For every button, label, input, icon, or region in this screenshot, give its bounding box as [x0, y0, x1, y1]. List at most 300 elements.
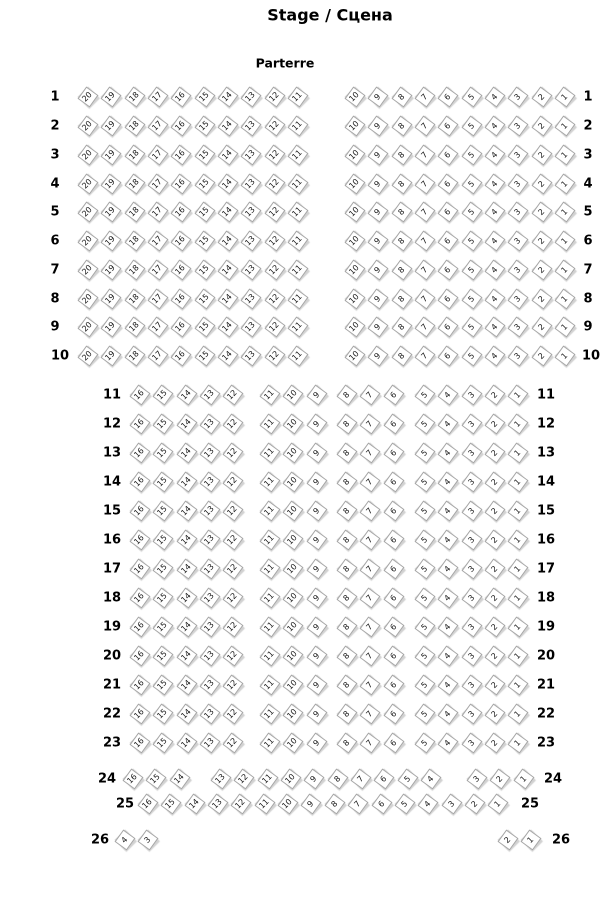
seat-row-25-place-4[interactable] — [418, 793, 439, 814]
seat-row-15-place-15[interactable] — [153, 500, 174, 521]
seat-row-22-place-4[interactable] — [438, 703, 459, 724]
seat-row-3-place-10[interactable] — [344, 144, 365, 165]
seat-row-3-place-2[interactable] — [531, 144, 552, 165]
seat-row-10-place-20[interactable] — [77, 345, 98, 366]
seat-row-18-place-5[interactable] — [414, 587, 435, 608]
seat-row-14-place-9[interactable] — [306, 471, 327, 492]
seat-row-8-place-4[interactable] — [484, 288, 505, 309]
seat-row-18-place-10[interactable] — [283, 587, 304, 608]
seat-row-9-place-17[interactable] — [147, 316, 168, 337]
seat-row-8-place-1[interactable] — [555, 288, 576, 309]
seat-row-10-place-3[interactable] — [508, 345, 529, 366]
seat-row-11-place-1[interactable] — [508, 384, 529, 405]
seat-row-24-place-6[interactable] — [374, 768, 395, 789]
seat-row-12-place-1[interactable] — [508, 413, 529, 434]
seat-row-15-place-13[interactable] — [199, 500, 220, 521]
seat-row-19-place-1[interactable] — [508, 616, 529, 637]
seat-row-8-place-12[interactable] — [264, 288, 285, 309]
seat-row-14-place-4[interactable] — [438, 471, 459, 492]
seat-row-21-place-9[interactable] — [306, 674, 327, 695]
seat-row-7-place-18[interactable] — [124, 259, 145, 280]
seat-row-6-place-8[interactable] — [391, 230, 412, 251]
seat-row-8-place-11[interactable] — [288, 288, 309, 309]
seat-row-9-place-7[interactable] — [414, 316, 435, 337]
seat-row-13-place-7[interactable] — [360, 442, 381, 463]
seat-row-21-place-8[interactable] — [336, 674, 357, 695]
seat-row-1-place-13[interactable] — [241, 86, 262, 107]
seat-row-22-place-1[interactable] — [508, 703, 529, 724]
seat-row-8-place-3[interactable] — [508, 288, 529, 309]
seat-row-23-place-13[interactable] — [199, 732, 220, 753]
seat-row-12-place-12[interactable] — [223, 413, 244, 434]
seat-row-16-place-7[interactable] — [360, 529, 381, 550]
seat-row-20-place-14[interactable] — [176, 645, 197, 666]
seat-row-5-place-13[interactable] — [241, 201, 262, 222]
seat-row-2-place-16[interactable] — [171, 115, 192, 136]
seat-row-10-place-1[interactable] — [555, 345, 576, 366]
seat-row-16-place-5[interactable] — [414, 529, 435, 550]
seat-row-7-place-13[interactable] — [241, 259, 262, 280]
seat-row-15-place-1[interactable] — [508, 500, 529, 521]
seat-row-7-place-4[interactable] — [484, 259, 505, 280]
seat-row-3-place-15[interactable] — [194, 144, 215, 165]
seat-row-10-place-7[interactable] — [414, 345, 435, 366]
seat-row-23-place-7[interactable] — [360, 732, 381, 753]
seat-row-24-place-10[interactable] — [280, 768, 301, 789]
seat-row-18-place-7[interactable] — [360, 587, 381, 608]
seat-row-5-place-6[interactable] — [438, 201, 459, 222]
seat-row-23-place-11[interactable] — [259, 732, 280, 753]
seat-row-14-place-14[interactable] — [176, 471, 197, 492]
seat-row-26-place-2[interactable] — [497, 829, 518, 850]
seat-row-24-place-12[interactable] — [234, 768, 255, 789]
seat-row-1-place-5[interactable] — [461, 86, 482, 107]
seat-row-15-place-5[interactable] — [414, 500, 435, 521]
seat-row-9-place-6[interactable] — [438, 316, 459, 337]
seat-row-13-place-6[interactable] — [383, 442, 404, 463]
seat-row-19-place-11[interactable] — [259, 616, 280, 637]
seat-row-20-place-4[interactable] — [438, 645, 459, 666]
seat-row-9-place-14[interactable] — [217, 316, 238, 337]
seat-row-10-place-8[interactable] — [391, 345, 412, 366]
seat-row-21-place-10[interactable] — [283, 674, 304, 695]
seat-row-23-place-2[interactable] — [484, 732, 505, 753]
seat-row-17-place-12[interactable] — [223, 558, 244, 579]
seat-row-14-place-12[interactable] — [223, 471, 244, 492]
seat-row-23-place-6[interactable] — [383, 732, 404, 753]
seat-row-13-place-3[interactable] — [461, 442, 482, 463]
seat-row-16-place-1[interactable] — [508, 529, 529, 550]
seat-row-15-place-16[interactable] — [129, 500, 150, 521]
seat-row-25-place-6[interactable] — [371, 793, 392, 814]
seat-row-25-place-1[interactable] — [488, 793, 509, 814]
seat-row-12-place-13[interactable] — [199, 413, 220, 434]
seat-row-10-place-4[interactable] — [484, 345, 505, 366]
seat-row-5-place-1[interactable] — [555, 201, 576, 222]
seat-row-4-place-4[interactable] — [484, 173, 505, 194]
seat-row-21-place-14[interactable] — [176, 674, 197, 695]
seat-row-11-place-16[interactable] — [129, 384, 150, 405]
seat-row-20-place-3[interactable] — [461, 645, 482, 666]
seat-row-23-place-4[interactable] — [438, 732, 459, 753]
seat-row-18-place-8[interactable] — [336, 587, 357, 608]
seat-row-9-place-1[interactable] — [555, 316, 576, 337]
seat-row-7-place-2[interactable] — [531, 259, 552, 280]
seat-row-8-place-5[interactable] — [461, 288, 482, 309]
seat-row-8-place-16[interactable] — [171, 288, 192, 309]
seat-row-4-place-14[interactable] — [217, 173, 238, 194]
seat-row-7-place-7[interactable] — [414, 259, 435, 280]
seat-row-19-place-4[interactable] — [438, 616, 459, 637]
seat-row-15-place-10[interactable] — [283, 500, 304, 521]
seat-row-13-place-5[interactable] — [414, 442, 435, 463]
seat-row-9-place-16[interactable] — [171, 316, 192, 337]
seat-row-5-place-12[interactable] — [264, 201, 285, 222]
seat-row-12-place-5[interactable] — [414, 413, 435, 434]
seat-row-9-place-2[interactable] — [531, 316, 552, 337]
seat-row-7-place-11[interactable] — [288, 259, 309, 280]
seat-row-15-place-4[interactable] — [438, 500, 459, 521]
seat-row-9-place-19[interactable] — [101, 316, 122, 337]
seat-row-12-place-9[interactable] — [306, 413, 327, 434]
seat-row-12-place-6[interactable] — [383, 413, 404, 434]
seat-row-10-place-15[interactable] — [194, 345, 215, 366]
seat-row-18-place-6[interactable] — [383, 587, 404, 608]
seat-row-2-place-3[interactable] — [508, 115, 529, 136]
seat-row-1-place-14[interactable] — [217, 86, 238, 107]
seat-row-17-place-5[interactable] — [414, 558, 435, 579]
seat-row-6-place-2[interactable] — [531, 230, 552, 251]
seat-row-3-place-18[interactable] — [124, 144, 145, 165]
seat-row-22-place-3[interactable] — [461, 703, 482, 724]
seat-row-5-place-8[interactable] — [391, 201, 412, 222]
seat-row-25-place-2[interactable] — [464, 793, 485, 814]
seat-row-10-place-19[interactable] — [101, 345, 122, 366]
seat-row-17-place-2[interactable] — [484, 558, 505, 579]
seat-row-25-place-15[interactable] — [161, 793, 182, 814]
seat-row-21-place-4[interactable] — [438, 674, 459, 695]
seat-row-3-place-8[interactable] — [391, 144, 412, 165]
seat-row-18-place-14[interactable] — [176, 587, 197, 608]
seat-row-8-place-7[interactable] — [414, 288, 435, 309]
seat-row-20-place-16[interactable] — [129, 645, 150, 666]
seat-row-13-place-8[interactable] — [336, 442, 357, 463]
seat-row-11-place-2[interactable] — [484, 384, 505, 405]
seat-row-6-place-1[interactable] — [555, 230, 576, 251]
seat-row-1-place-1[interactable] — [555, 86, 576, 107]
seat-row-16-place-6[interactable] — [383, 529, 404, 550]
seat-row-1-place-2[interactable] — [531, 86, 552, 107]
seat-row-11-place-11[interactable] — [259, 384, 280, 405]
seat-row-14-place-7[interactable] — [360, 471, 381, 492]
seat-row-5-place-4[interactable] — [484, 201, 505, 222]
seat-row-16-place-2[interactable] — [484, 529, 505, 550]
seat-row-2-place-4[interactable] — [484, 115, 505, 136]
seat-row-6-place-14[interactable] — [217, 230, 238, 251]
seat-row-1-place-6[interactable] — [438, 86, 459, 107]
seat-row-16-place-9[interactable] — [306, 529, 327, 550]
seat-row-7-place-12[interactable] — [264, 259, 285, 280]
seat-row-4-place-18[interactable] — [124, 173, 145, 194]
seat-row-23-place-10[interactable] — [283, 732, 304, 753]
seat-row-1-place-4[interactable] — [484, 86, 505, 107]
seat-row-22-place-8[interactable] — [336, 703, 357, 724]
seat-row-6-place-6[interactable] — [438, 230, 459, 251]
seat-row-4-place-3[interactable] — [508, 173, 529, 194]
seat-row-14-place-5[interactable] — [414, 471, 435, 492]
seat-row-2-place-2[interactable] — [531, 115, 552, 136]
seat-row-17-place-13[interactable] — [199, 558, 220, 579]
seat-row-23-place-16[interactable] — [129, 732, 150, 753]
seat-row-3-place-11[interactable] — [288, 144, 309, 165]
seat-row-19-place-15[interactable] — [153, 616, 174, 637]
seat-row-15-place-11[interactable] — [259, 500, 280, 521]
seat-row-13-place-10[interactable] — [283, 442, 304, 463]
seat-row-16-place-8[interactable] — [336, 529, 357, 550]
seat-row-9-place-18[interactable] — [124, 316, 145, 337]
seat-row-20-place-10[interactable] — [283, 645, 304, 666]
seat-row-24-place-3[interactable] — [466, 768, 487, 789]
seat-row-8-place-6[interactable] — [438, 288, 459, 309]
seat-row-22-place-11[interactable] — [259, 703, 280, 724]
seat-row-24-place-14[interactable] — [169, 768, 190, 789]
seat-row-12-place-11[interactable] — [259, 413, 280, 434]
seat-row-4-place-16[interactable] — [171, 173, 192, 194]
seat-row-1-place-3[interactable] — [508, 86, 529, 107]
seat-row-23-place-1[interactable] — [508, 732, 529, 753]
seat-row-4-place-5[interactable] — [461, 173, 482, 194]
seat-row-18-place-15[interactable] — [153, 587, 174, 608]
seat-row-14-place-8[interactable] — [336, 471, 357, 492]
seat-row-20-place-8[interactable] — [336, 645, 357, 666]
seat-row-11-place-15[interactable] — [153, 384, 174, 405]
seat-row-20-place-1[interactable] — [508, 645, 529, 666]
seat-row-19-place-2[interactable] — [484, 616, 505, 637]
seat-row-18-place-3[interactable] — [461, 587, 482, 608]
seat-row-11-place-12[interactable] — [223, 384, 244, 405]
seat-row-2-place-20[interactable] — [77, 115, 98, 136]
seat-row-18-place-9[interactable] — [306, 587, 327, 608]
seat-row-9-place-20[interactable] — [77, 316, 98, 337]
seat-row-2-place-10[interactable] — [344, 115, 365, 136]
seat-row-6-place-18[interactable] — [124, 230, 145, 251]
seat-row-15-place-8[interactable] — [336, 500, 357, 521]
seat-row-24-place-11[interactable] — [257, 768, 278, 789]
seat-row-6-place-9[interactable] — [368, 230, 389, 251]
seat-row-7-place-6[interactable] — [438, 259, 459, 280]
seat-row-11-place-7[interactable] — [360, 384, 381, 405]
seat-row-8-place-9[interactable] — [368, 288, 389, 309]
seat-row-7-place-5[interactable] — [461, 259, 482, 280]
seat-row-17-place-6[interactable] — [383, 558, 404, 579]
seat-row-19-place-13[interactable] — [199, 616, 220, 637]
seat-row-1-place-16[interactable] — [171, 86, 192, 107]
seat-row-7-place-8[interactable] — [391, 259, 412, 280]
seat-row-6-place-10[interactable] — [344, 230, 365, 251]
seat-row-22-place-12[interactable] — [223, 703, 244, 724]
seat-row-11-place-14[interactable] — [176, 384, 197, 405]
seat-row-3-place-3[interactable] — [508, 144, 529, 165]
seat-row-3-place-9[interactable] — [368, 144, 389, 165]
seat-row-6-place-17[interactable] — [147, 230, 168, 251]
seat-row-16-place-15[interactable] — [153, 529, 174, 550]
seat-row-23-place-5[interactable] — [414, 732, 435, 753]
seat-row-14-place-1[interactable] — [508, 471, 529, 492]
seat-row-12-place-16[interactable] — [129, 413, 150, 434]
seat-row-24-place-15[interactable] — [146, 768, 167, 789]
seat-row-8-place-20[interactable] — [77, 288, 98, 309]
seat-row-11-place-4[interactable] — [438, 384, 459, 405]
seat-row-4-place-7[interactable] — [414, 173, 435, 194]
seat-row-25-place-5[interactable] — [394, 793, 415, 814]
seat-row-16-place-10[interactable] — [283, 529, 304, 550]
seat-row-1-place-15[interactable] — [194, 86, 215, 107]
seat-row-22-place-15[interactable] — [153, 703, 174, 724]
seat-row-6-place-12[interactable] — [264, 230, 285, 251]
seat-row-24-place-2[interactable] — [490, 768, 511, 789]
seat-row-6-place-13[interactable] — [241, 230, 262, 251]
seat-row-9-place-13[interactable] — [241, 316, 262, 337]
seat-row-4-place-6[interactable] — [438, 173, 459, 194]
seat-row-11-place-8[interactable] — [336, 384, 357, 405]
seat-row-18-place-16[interactable] — [129, 587, 150, 608]
seat-row-26-place-1[interactable] — [521, 829, 542, 850]
seat-row-11-place-5[interactable] — [414, 384, 435, 405]
seat-row-1-place-18[interactable] — [124, 86, 145, 107]
seat-row-12-place-3[interactable] — [461, 413, 482, 434]
seat-row-5-place-15[interactable] — [194, 201, 215, 222]
seat-row-2-place-9[interactable] — [368, 115, 389, 136]
seat-row-12-place-10[interactable] — [283, 413, 304, 434]
seat-row-14-place-16[interactable] — [129, 471, 150, 492]
seat-row-19-place-5[interactable] — [414, 616, 435, 637]
seat-row-2-place-19[interactable] — [101, 115, 122, 136]
seat-row-22-place-16[interactable] — [129, 703, 150, 724]
seat-row-12-place-7[interactable] — [360, 413, 381, 434]
seat-row-23-place-14[interactable] — [176, 732, 197, 753]
seat-row-5-place-19[interactable] — [101, 201, 122, 222]
seat-row-18-place-2[interactable] — [484, 587, 505, 608]
seat-row-2-place-6[interactable] — [438, 115, 459, 136]
seat-row-5-place-20[interactable] — [77, 201, 98, 222]
seat-row-4-place-15[interactable] — [194, 173, 215, 194]
seat-row-7-place-10[interactable] — [344, 259, 365, 280]
seat-row-21-place-11[interactable] — [259, 674, 280, 695]
seat-row-16-place-14[interactable] — [176, 529, 197, 550]
seat-row-2-place-11[interactable] — [288, 115, 309, 136]
seat-row-11-place-6[interactable] — [383, 384, 404, 405]
seat-row-22-place-13[interactable] — [199, 703, 220, 724]
seat-row-13-place-2[interactable] — [484, 442, 505, 463]
seat-row-22-place-7[interactable] — [360, 703, 381, 724]
seat-row-9-place-15[interactable] — [194, 316, 215, 337]
seat-row-17-place-1[interactable] — [508, 558, 529, 579]
seat-row-4-place-8[interactable] — [391, 173, 412, 194]
seat-row-22-place-2[interactable] — [484, 703, 505, 724]
seat-row-21-place-15[interactable] — [153, 674, 174, 695]
seat-row-15-place-14[interactable] — [176, 500, 197, 521]
seat-row-4-place-19[interactable] — [101, 173, 122, 194]
seat-row-7-place-19[interactable] — [101, 259, 122, 280]
seat-row-25-place-16[interactable] — [137, 793, 158, 814]
seat-row-10-place-17[interactable] — [147, 345, 168, 366]
seat-row-3-place-1[interactable] — [555, 144, 576, 165]
seat-row-16-place-16[interactable] — [129, 529, 150, 550]
seat-row-13-place-16[interactable] — [129, 442, 150, 463]
seat-row-10-place-6[interactable] — [438, 345, 459, 366]
seat-row-18-place-1[interactable] — [508, 587, 529, 608]
seat-row-23-place-8[interactable] — [336, 732, 357, 753]
seat-row-19-place-7[interactable] — [360, 616, 381, 637]
seat-row-4-place-10[interactable] — [344, 173, 365, 194]
seat-row-25-place-9[interactable] — [301, 793, 322, 814]
seat-row-6-place-19[interactable] — [101, 230, 122, 251]
seat-row-21-place-6[interactable] — [383, 674, 404, 695]
seat-row-5-place-5[interactable] — [461, 201, 482, 222]
seat-row-22-place-14[interactable] — [176, 703, 197, 724]
seat-row-11-place-9[interactable] — [306, 384, 327, 405]
seat-row-21-place-7[interactable] — [360, 674, 381, 695]
seat-row-9-place-9[interactable] — [368, 316, 389, 337]
seat-row-13-place-9[interactable] — [306, 442, 327, 463]
seat-row-21-place-1[interactable] — [508, 674, 529, 695]
seat-row-16-place-13[interactable] — [199, 529, 220, 550]
seat-row-24-place-5[interactable] — [397, 768, 418, 789]
seat-row-21-place-16[interactable] — [129, 674, 150, 695]
seat-row-2-place-1[interactable] — [555, 115, 576, 136]
seat-row-14-place-6[interactable] — [383, 471, 404, 492]
seat-row-21-place-2[interactable] — [484, 674, 505, 695]
seat-row-21-place-3[interactable] — [461, 674, 482, 695]
seat-row-5-place-17[interactable] — [147, 201, 168, 222]
seat-row-21-place-5[interactable] — [414, 674, 435, 695]
seat-row-3-place-13[interactable] — [241, 144, 262, 165]
seat-row-14-place-11[interactable] — [259, 471, 280, 492]
seat-row-6-place-15[interactable] — [194, 230, 215, 251]
seat-row-22-place-6[interactable] — [383, 703, 404, 724]
seat-row-12-place-15[interactable] — [153, 413, 174, 434]
seat-row-1-place-7[interactable] — [414, 86, 435, 107]
seat-row-6-place-4[interactable] — [484, 230, 505, 251]
seat-row-20-place-11[interactable] — [259, 645, 280, 666]
seat-row-6-place-7[interactable] — [414, 230, 435, 251]
seat-row-13-place-11[interactable] — [259, 442, 280, 463]
seat-row-13-place-15[interactable] — [153, 442, 174, 463]
seat-row-3-place-14[interactable] — [217, 144, 238, 165]
seat-row-15-place-12[interactable] — [223, 500, 244, 521]
seat-row-20-place-6[interactable] — [383, 645, 404, 666]
seat-row-8-place-14[interactable] — [217, 288, 238, 309]
seat-row-12-place-2[interactable] — [484, 413, 505, 434]
seat-row-10-place-16[interactable] — [171, 345, 192, 366]
seat-row-12-place-14[interactable] — [176, 413, 197, 434]
seat-row-3-place-6[interactable] — [438, 144, 459, 165]
seat-row-19-place-10[interactable] — [283, 616, 304, 637]
seat-row-18-place-12[interactable] — [223, 587, 244, 608]
seat-row-7-place-20[interactable] — [77, 259, 98, 280]
seat-row-12-place-8[interactable] — [336, 413, 357, 434]
seat-row-25-place-3[interactable] — [441, 793, 462, 814]
seat-row-6-place-3[interactable] — [508, 230, 529, 251]
seat-row-1-place-17[interactable] — [147, 86, 168, 107]
seat-row-4-place-13[interactable] — [241, 173, 262, 194]
seat-row-10-place-14[interactable] — [217, 345, 238, 366]
seat-row-3-place-19[interactable] — [101, 144, 122, 165]
seat-row-8-place-18[interactable] — [124, 288, 145, 309]
seat-row-24-place-13[interactable] — [210, 768, 231, 789]
seat-row-3-place-17[interactable] — [147, 144, 168, 165]
seat-row-17-place-15[interactable] — [153, 558, 174, 579]
